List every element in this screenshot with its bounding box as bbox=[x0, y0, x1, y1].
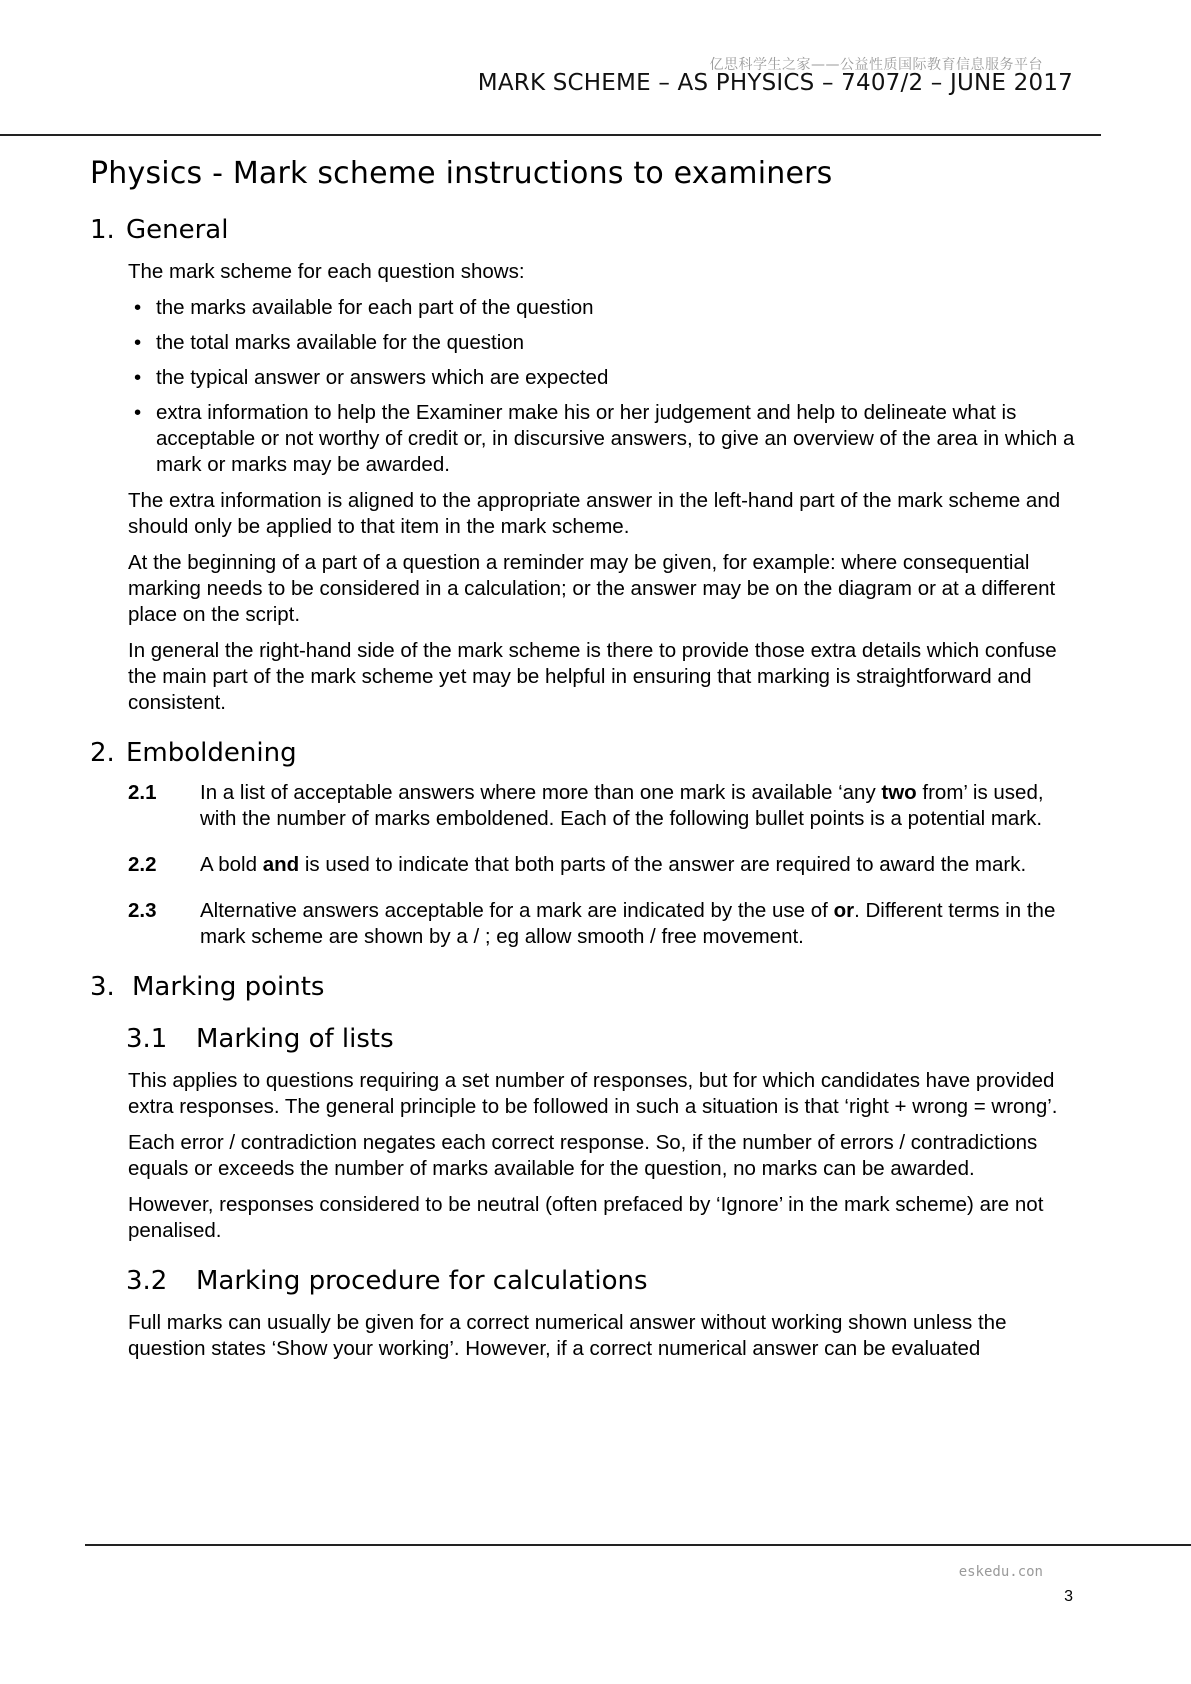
paragraph: However, responses considered to be neutral (often prefaced by ‘Ignore’ in the mark scheme) are not penalised. bbox=[128, 1193, 1044, 1242]
subsection-title: Marking of lists bbox=[196, 1024, 394, 1054]
page-number: 3 bbox=[1064, 1588, 1073, 1605]
header-site-name: 亿思科学生之家——公益性质国际教育信息服务平台 bbox=[709, 57, 1043, 73]
footer-rule bbox=[85, 1544, 1191, 1546]
subitem-number: 2.2 bbox=[128, 853, 157, 876]
page-title: Physics - Mark scheme instructions to examiners bbox=[90, 156, 833, 191]
paragraph: Full marks can usually be given for a correct numerical answer without working shown unless the question states ‘Show your working’. However, if a correct numerical answer can be evaluated bbox=[128, 1311, 1007, 1360]
section-number: 2. bbox=[90, 738, 115, 768]
subsection-title: Marking procedure for calculations bbox=[196, 1266, 648, 1296]
section-3-heading bbox=[90, 972, 1080, 1002]
subitem-2-2 bbox=[90, 852, 1080, 878]
paragraph: Each error / contradiction negates each correct response. So, if the number of errors / contradictions equals or exceeds the number of marks available for the question, no marks can be awarded. bbox=[128, 1131, 1038, 1180]
section-2-heading bbox=[90, 738, 1080, 768]
list-item: • extra information to help the Examiner make his or her judgement and help to delineate what is acceptable or not worthy of credit or, in discursive answers, to give an overview of the area in which a mark or marks may be awarded. bbox=[128, 400, 1080, 478]
subsection-3-1-body bbox=[90, 1068, 1080, 1244]
subitem-text: In a list of acceptable answers where more than one mark is available ‘any two from’ is used, with the number of marks emboldened. Each of the following bullet points is a potential mark. bbox=[200, 781, 1044, 830]
subitem-number: 2.3 bbox=[128, 899, 157, 922]
paragraph: This applies to questions requiring a set number of responses, but for which candidates have provided extra responses. The general principle to be followed in such a situation is that ‘right + wrong = wrong’. bbox=[128, 1069, 1058, 1118]
section-1-heading bbox=[90, 215, 1080, 245]
list-item: • the typical answer or answers which are expected bbox=[128, 365, 1080, 391]
subitem-2-1 bbox=[90, 780, 1080, 832]
subitem-2-3 bbox=[90, 898, 1080, 950]
subsection-number: 3.2 bbox=[126, 1266, 168, 1296]
bullet-list bbox=[128, 295, 1080, 478]
paragraph: At the beginning of a part of a question a reminder may be given, for example: where consequential marking needs to be considered in a calculation; or the answer may be on the diagram or at a different place on the script. bbox=[128, 551, 1056, 626]
subsection-3-2-body bbox=[90, 1310, 1080, 1362]
section-title: General bbox=[126, 215, 229, 245]
paragraph: In general the right-hand side of the mark scheme is there to provide those extra details which confuse the main part of the mark scheme yet may be helpful in ensuring that marking is straightforward and consistent. bbox=[128, 639, 1057, 714]
section-title: Marking points bbox=[132, 972, 325, 1002]
paragraph: The extra information is aligned to the appropriate answer in the left-hand part of the mark scheme and should only be applied to that item in the mark scheme. bbox=[128, 489, 1061, 538]
footer-site: eskedu.con bbox=[958, 1564, 1043, 1580]
subsection-number: 3.1 bbox=[126, 1024, 168, 1054]
section-title: Emboldening bbox=[126, 738, 297, 768]
page-content bbox=[90, 156, 1080, 1362]
list-item: • the marks available for each part of the question bbox=[128, 295, 1080, 321]
subsection-3-2-heading bbox=[126, 1266, 1080, 1296]
section-number: 1. bbox=[90, 215, 115, 245]
header-rule bbox=[0, 134, 1101, 136]
list-item: • the total marks available for the question bbox=[128, 330, 1080, 356]
subitem-text: Alternative answers acceptable for a mark are indicated by the use of or. Different terms in the mark scheme are shown by a / ; eg allow smooth / free movement. bbox=[200, 899, 1056, 948]
subitem-number: 2.1 bbox=[128, 781, 157, 804]
subitem-text: A bold and is used to indicate that both parts of the answer are required to award the mark. bbox=[200, 853, 1027, 876]
paragraph: The mark scheme for each question shows: bbox=[128, 260, 525, 283]
section-1-body bbox=[90, 259, 1080, 716]
section-number: 3. bbox=[90, 972, 115, 1002]
subsection-3-1-heading bbox=[126, 1024, 1080, 1054]
header-title: MARK SCHEME – AS PHYSICS – 7407/2 – JUNE 2017 bbox=[477, 70, 1073, 96]
